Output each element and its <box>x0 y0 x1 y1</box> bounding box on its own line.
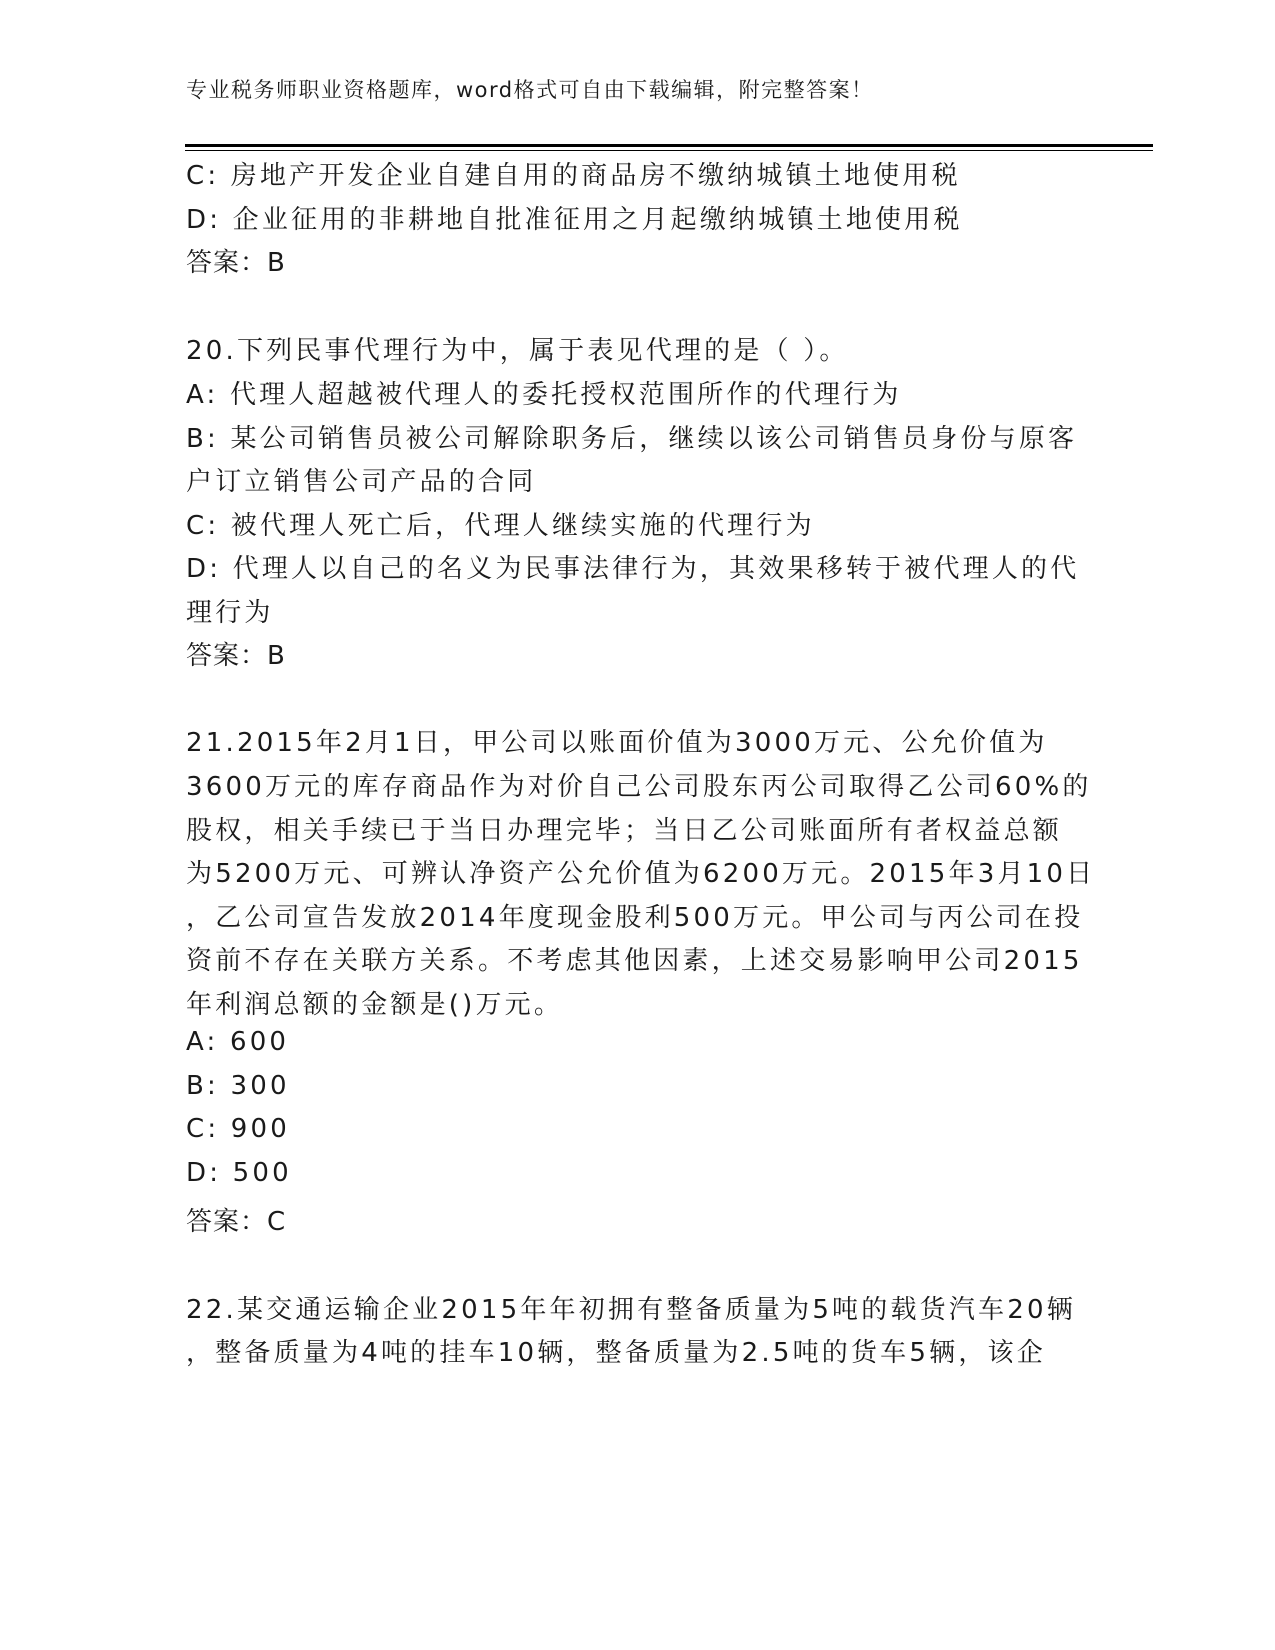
q22-stem-line1: 22.某交通运输企业2015年年初拥有整备质量为5吨的载货汽车20辆 <box>186 1295 1076 1325</box>
q20-option-d-line2: 理行为 <box>186 598 274 628</box>
q21-option-b: B: 300 <box>186 1071 290 1101</box>
q22-stem-line2: ，整备质量为4吨的挂车10辆，整备质量为2.5吨的货车5辆，该企 <box>186 1338 1046 1368</box>
q19-option-c: C: 房地产开发企业自建自用的商品房不缴纳城镇土地使用税 <box>186 161 961 191</box>
page-header: 专业税务师职业资格题库，word格式可自由下载编辑，附完整答案！ <box>186 78 874 102</box>
q21-option-c: C: 900 <box>186 1114 291 1144</box>
q21-answer: 答案：C <box>186 1207 287 1237</box>
q19-answer: 答案：B <box>186 248 286 278</box>
header-rule-thin <box>185 150 1153 151</box>
q20-option-b-line2: 户订立销售公司产品的合同 <box>186 467 537 497</box>
q21-stem-line2: 3600万元的库存商品作为对价自己公司股东丙公司取得乙公司60%的 <box>186 772 1092 802</box>
q20-option-a: A: 代理人超越被代理人的委托授权范围所作的代理行为 <box>186 380 902 410</box>
q21-stem-line7: 年利润总额的金额是()万元。 <box>186 990 564 1020</box>
q21-stem-line5: ，乙公司宣告发放2014年度现金股利500万元。甲公司与丙公司在投 <box>186 903 1084 933</box>
q20-option-d-line1: D: 代理人以自己的名义为民事法律行为，其效果移转于被代理人的代 <box>186 554 1080 584</box>
q20-answer: 答案：B <box>186 641 286 671</box>
q20-stem: 20.下列民事代理行为中，属于表见代理的是（ ）。 <box>186 336 849 366</box>
q21-option-d: D: 500 <box>186 1158 292 1188</box>
header-rule-thick <box>185 144 1153 147</box>
q21-stem-line4: 为5200万元、可辨认净资产公允价值为6200万元。2015年3月10日 <box>186 859 1096 889</box>
q21-stem-line1: 21.2015年2月1日，甲公司以账面价值为3000万元、公允价值为 <box>186 728 1048 758</box>
q21-option-a: A: 600 <box>186 1027 290 1057</box>
q20-option-c: C: 被代理人死亡后，代理人继续实施的代理行为 <box>186 511 815 541</box>
q20-option-b-line1: B: 某公司销售员被公司解除职务后，继续以该公司销售员身份与原客 <box>186 424 1078 454</box>
q21-stem-line3: 股权，相关手续已于当日办理完毕；当日乙公司账面所有者权益总额 <box>186 816 1063 846</box>
q21-stem-line6: 资前不存在关联方关系。不考虑其他因素，上述交易影响甲公司2015 <box>186 946 1083 976</box>
q19-option-d: D: 企业征用的非耕地自批准征用之月起缴纳城镇土地使用税 <box>186 205 963 235</box>
